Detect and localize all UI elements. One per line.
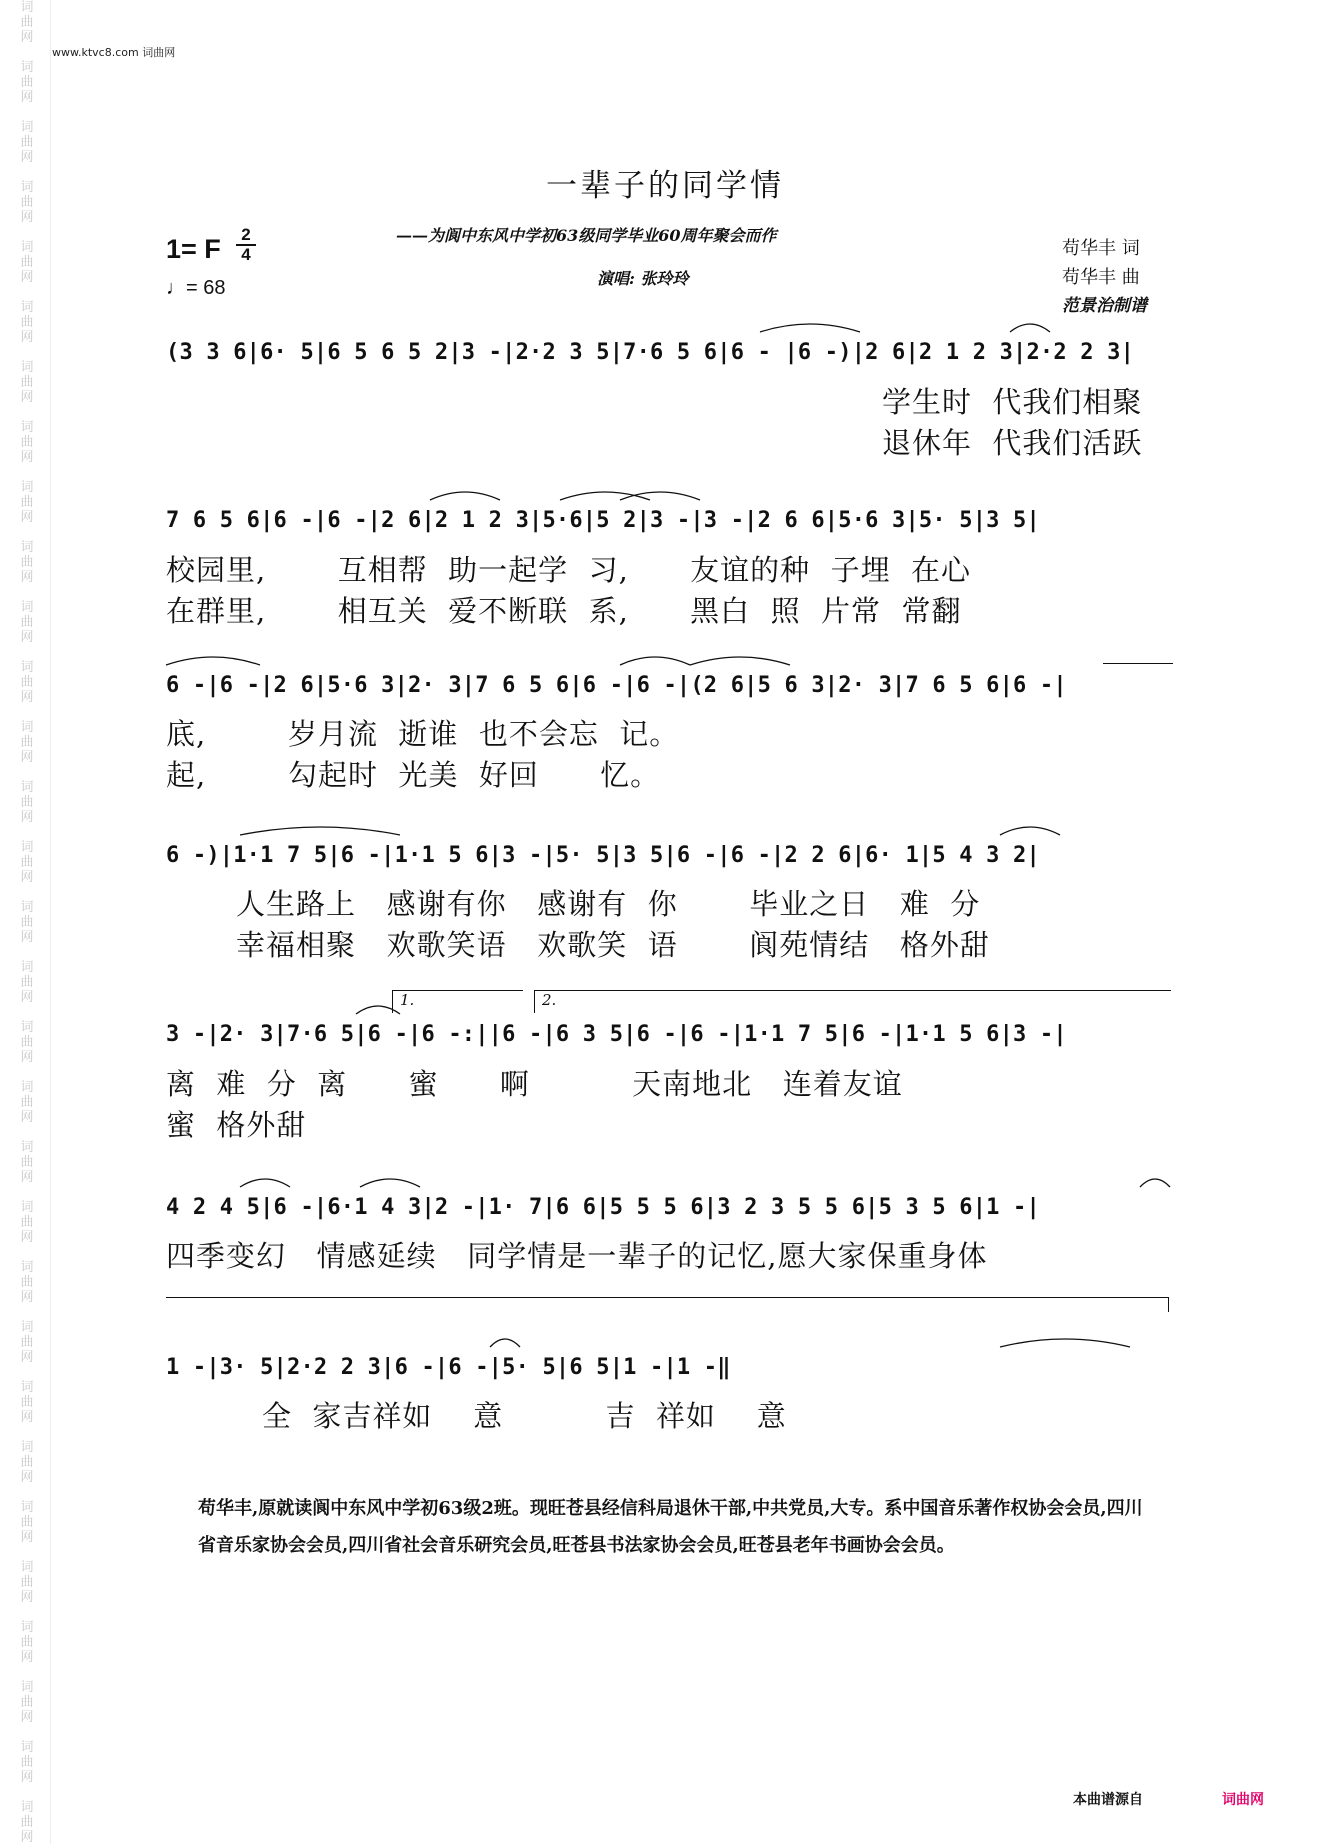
watermark-block: 词 曲 网 — [20, 1020, 34, 1065]
watermark-block: 词 曲 网 — [20, 780, 34, 825]
watermark-block: 词 曲 网 — [20, 480, 34, 525]
watermark-block: 词 曲 网 — [20, 1500, 34, 1545]
credits — [1062, 234, 1147, 321]
watermark-block: 词 曲 网 — [20, 1080, 34, 1125]
tempo-marking: ♩= 68 — [166, 277, 226, 299]
slur-arc — [240, 1179, 290, 1187]
watermark-block: 词 曲 网 — [20, 720, 34, 765]
lyric-line-2-verse-2: 在群里, 相互关 爱不断联 系, 黑白 照 片常 常翻 — [166, 594, 962, 628]
score-notes-line-6: 4 2 4 5|6 -|6·1 4 3|2 -|1· 7|6 6|5 5 5 6|3 2 3 5 5 6|5 3 5 6|1 -| — [166, 1195, 1040, 1220]
author-bio-text: 苟华丰,原就读阆中东风中学初63级2班。现旺苍县经信科局退休干部,中共党员,大专。系中国音乐著作权协会会员,四川省音乐家协会会员,四川省社会音乐研究会员,旺苍县书法家协会会员,旺苍县老年书画协会会员。 — [198, 1498, 1143, 1556]
lyric-line-7-verse-1: 全 家吉祥如 意 吉 祥如 意 — [262, 1399, 787, 1433]
lyric-line-5-verse-2: 蜜 格外甜 — [166, 1108, 307, 1142]
lyric-line-4-verse-1: 人生路上 感谢有你 感谢有 你 毕业之日 难 分 — [236, 887, 981, 921]
watermark-block: 词 曲 网 — [20, 0, 34, 45]
arranger-credit: 范景治制谱 — [1062, 296, 1147, 316]
slur-arc — [166, 657, 260, 665]
lyric-line-3-verse-2: 起, 勾起时 光美 好回 忆。 — [166, 758, 661, 792]
watermark-block: 词 曲 网 — [20, 120, 34, 165]
watermark-block: 词 曲 网 — [20, 1260, 34, 1305]
composer-credit: 苟华丰 曲 — [1062, 267, 1140, 288]
watermark-block: 词 曲 网 — [20, 660, 34, 705]
lyric-line-4-verse-2: 幸福相聚 欢歌笑语 欢歌笑 语 阆苑情结 格外甜 — [236, 928, 990, 962]
page-border — [50, 0, 51, 1844]
watermark-block: 词 曲 网 — [20, 1800, 34, 1844]
ending-bracket — [166, 1297, 1169, 1312]
volta-label-first: 1. — [400, 991, 415, 1009]
source-site-link[interactable]: 词曲网 — [1222, 1791, 1264, 1807]
slur-arc — [1010, 324, 1050, 332]
watermark-block: 词 曲 网 — [20, 840, 34, 885]
watermark-block: 词 曲 网 — [20, 420, 34, 465]
site-url[interactable]: www.ktvc8.com 词曲网 — [52, 46, 176, 59]
watermark-block: 词 曲 网 — [20, 1320, 34, 1365]
slur-arc — [1140, 1179, 1170, 1187]
time-sig-bottom: 4 — [236, 244, 256, 264]
watermark-block: 词 曲 网 — [20, 1680, 34, 1725]
slur-arc — [690, 657, 790, 665]
slur-arc — [1000, 827, 1060, 835]
volta-bracket-second — [534, 990, 1171, 1013]
key-signature: 1= F — [166, 234, 221, 264]
slur-arc — [1000, 1339, 1130, 1347]
watermark-block: 词 曲 网 — [20, 1380, 34, 1425]
slur-arc — [620, 492, 700, 500]
score-notes-line-5: 3 -|2· 3|7·6 5|6 -|6 -:||6 -|6 3 5|6 -|6 -|1·1 7 5|6 -|1·1 5 6|3 -| — [166, 1022, 1067, 1047]
slur-arc — [620, 657, 690, 665]
watermark-block: 词 曲 网 — [20, 180, 34, 225]
score-notes-line-1: (3 3 6|6· 5|6 5 6 5 2|3 -|2·2 3 5|7·6 5 6|6 - |6 -)|2 6|2 1 2 3|2·2 2 3| — [166, 340, 1135, 365]
song-title: 一辈子的同学情 — [546, 168, 784, 204]
lyric-line-1-verse-1: 学生时 代我们相聚 — [882, 385, 1143, 419]
watermark-block: 词 曲 网 — [20, 1740, 34, 1785]
watermark-block: 词 曲 网 — [20, 1140, 34, 1185]
time-signature — [236, 226, 256, 264]
watermark-block: 词 曲 网 — [20, 1200, 34, 1245]
lyricist-credit: 苟华丰 词 — [1062, 238, 1140, 259]
watermark-block: 词 曲 网 — [20, 540, 34, 585]
song-subtitle: ——为阆中东风中学初63级同学毕业60周年聚会而作 — [396, 226, 777, 245]
source-label: 本曲谱源自 — [1073, 1791, 1143, 1807]
watermark-strip — [10, 0, 44, 1844]
watermark-block: 词 曲 网 — [20, 240, 34, 285]
lyric-line-3-verse-1: 底, 岁月流 逝谁 也不会忘 记。 — [166, 717, 680, 751]
score-notes-line-4: 6 -)|1·1 7 5|6 -|1·1 5 6|3 -|5· 5|3 5|6 -|6 -|2 2 6|6· 1|5 4 3 2| — [166, 843, 1040, 868]
lyric-line-6-verse-1: 四季变幻 情感延续 同学情是一辈子的记忆,愿大家保重身体 — [166, 1239, 988, 1273]
lyric-line-1-verse-2: 退休年 代我们活跃 — [882, 426, 1143, 460]
author-bio — [198, 1490, 1158, 1564]
watermark-block: 词 曲 网 — [20, 1560, 34, 1605]
slur-arc — [760, 324, 860, 332]
watermark-block: 词 曲 网 — [20, 600, 34, 645]
lyric-line-2-verse-1: 校园里, 互相帮 助一起学 习, 友谊的种 子埋 在心 — [166, 553, 972, 587]
slur-arc — [560, 492, 650, 500]
score-notes-line-7: 1 -|3· 5|2·2 2 3|6 -|6 -|5· 5|6 5|1 -|1 -‖ — [166, 1355, 731, 1380]
watermark-block: 词 曲 网 — [20, 960, 34, 1005]
intro-bracket — [1103, 663, 1173, 664]
score-notes-line-2: 7 6 5 6|6 -|6 -|2 6|2 1 2 3|5·6|5 2|3 -|3 -|2 6 6|5·6 3|5· 5|3 5| — [166, 508, 1040, 533]
volta-label-second: 2. — [542, 991, 557, 1009]
lyric-line-5-verse-1: 离 难 分 离 蜜 啊 天南地北 连着友谊 — [166, 1067, 903, 1101]
time-sig-top: 2 — [241, 225, 251, 244]
slur-arc — [490, 1339, 520, 1347]
slur-arc — [430, 492, 500, 500]
performer: 演唱: 张玲玲 — [597, 269, 689, 288]
watermark-block: 词 曲 网 — [20, 1620, 34, 1665]
watermark-block: 词 曲 网 — [20, 900, 34, 945]
slur-arc — [240, 827, 400, 835]
watermark-block: 词 曲 网 — [20, 1440, 34, 1485]
watermark-block: 词 曲 网 — [20, 60, 34, 105]
watermark-block: 词 曲 网 — [20, 300, 34, 345]
watermark-block: 词 曲 网 — [20, 360, 34, 405]
slur-arc — [360, 1179, 420, 1187]
score-notes-line-3: 6 -|6 -|2 6|5·6 3|2· 3|7 6 5 6|6 -|6 -|(2 6|5 6 3|2· 3|7 6 5 6|6 -| — [166, 673, 1067, 698]
